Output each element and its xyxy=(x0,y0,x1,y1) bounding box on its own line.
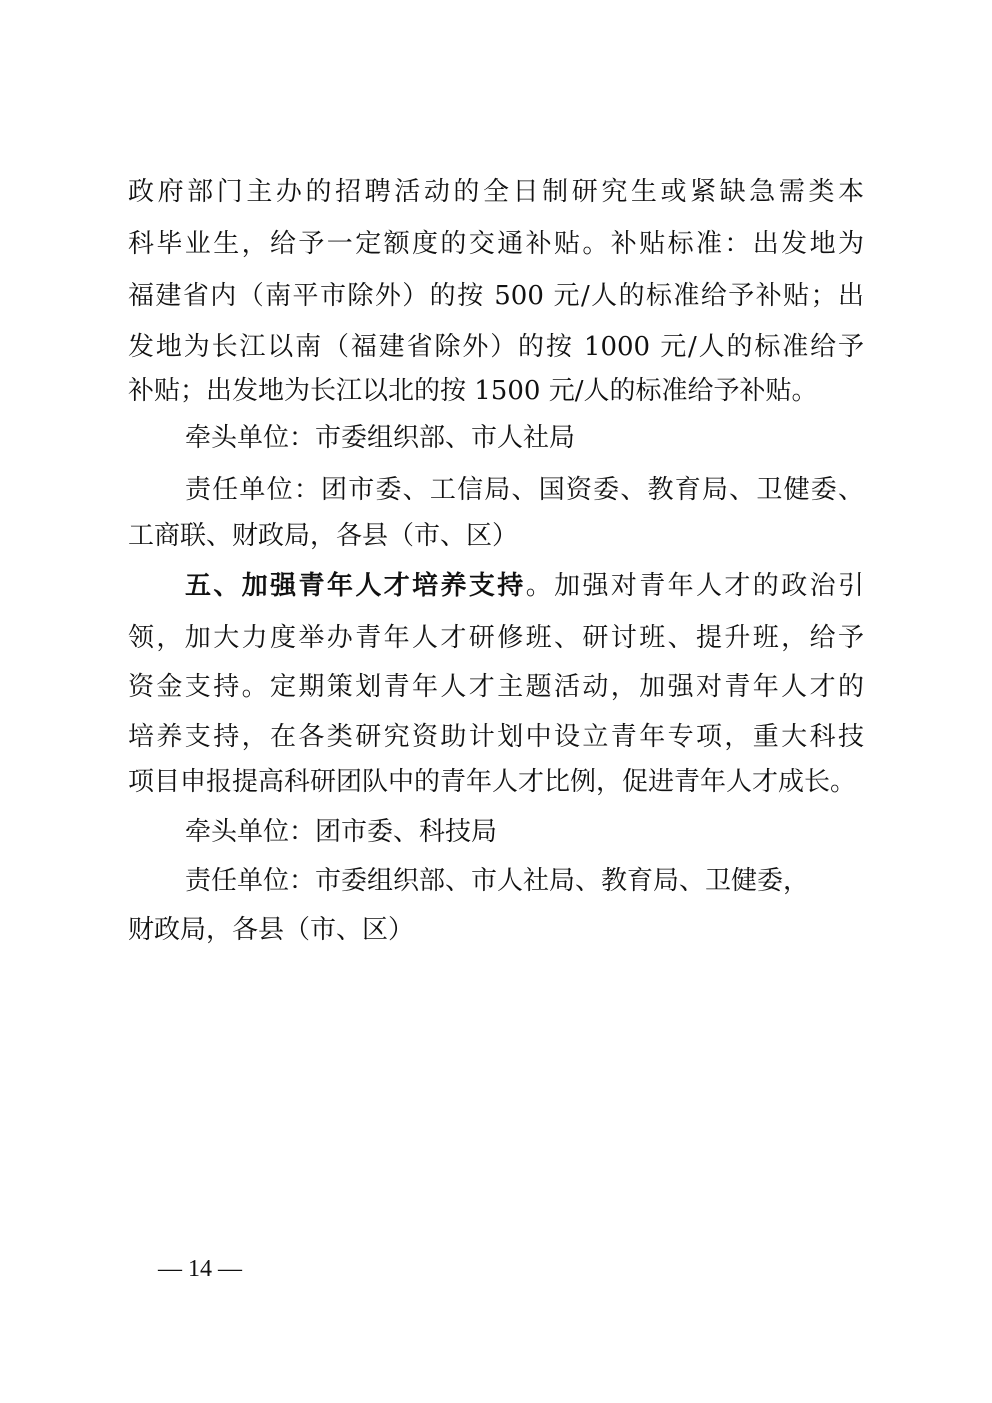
responsible-unit-line: 工商联、财政局，各县（市、区） xyxy=(128,521,519,551)
responsible-unit-line: 责任单位：市委组织部、市人社局、教育局、卫健委， xyxy=(185,866,810,896)
lead-unit-line: 牵头单位：团市委、科技局 xyxy=(185,817,498,847)
paragraph-line: 补贴；出发地为长江以北的按 1500 元/人的标准给予补贴。 xyxy=(128,376,818,406)
page-number: — 14 — xyxy=(158,1256,242,1282)
paragraph-text: 。加强对青年人才的政治引 xyxy=(525,571,864,601)
paragraph-line: 福建省内（南平市除外）的按 500 元/人的标准给予补贴；出 xyxy=(128,281,864,311)
paragraph-line: 领，加大力度举办青年人才研修班、研讨班、提升班，给予 xyxy=(128,623,864,653)
section-heading-line xyxy=(185,566,864,606)
paragraph-line: 政府部门主办的招聘活动的全日制研究生或紧缺急需类本 xyxy=(128,177,864,207)
paragraph-line: 科毕业生，给予一定额度的交通补贴。补贴标准：出发地为 xyxy=(128,229,864,259)
lead-unit-line: 牵头单位：市委组织部、市人社局 xyxy=(185,423,576,453)
paragraph-line: 资金支持。定期策划青年人才主题活动，加强对青年人才的 xyxy=(128,672,864,702)
paragraph-line: 项目申报提高科研团队中的青年人才比例，促进青年人才成长。 xyxy=(128,767,857,797)
responsible-unit-line: 责任单位：团市委、工信局、国资委、教育局、卫健委、 xyxy=(185,475,864,505)
paragraph-line: 培养支持，在各类研究资助计划中设立青年专项，重大科技 xyxy=(128,722,864,752)
responsible-unit-line: 财政局，各县（市、区） xyxy=(128,915,415,945)
section-heading: 五、加强青年人才培养支持 xyxy=(185,571,526,601)
paragraph-line: 发地为长江以南（福建省除外）的按 1000 元/人的标准给予 xyxy=(128,332,864,362)
